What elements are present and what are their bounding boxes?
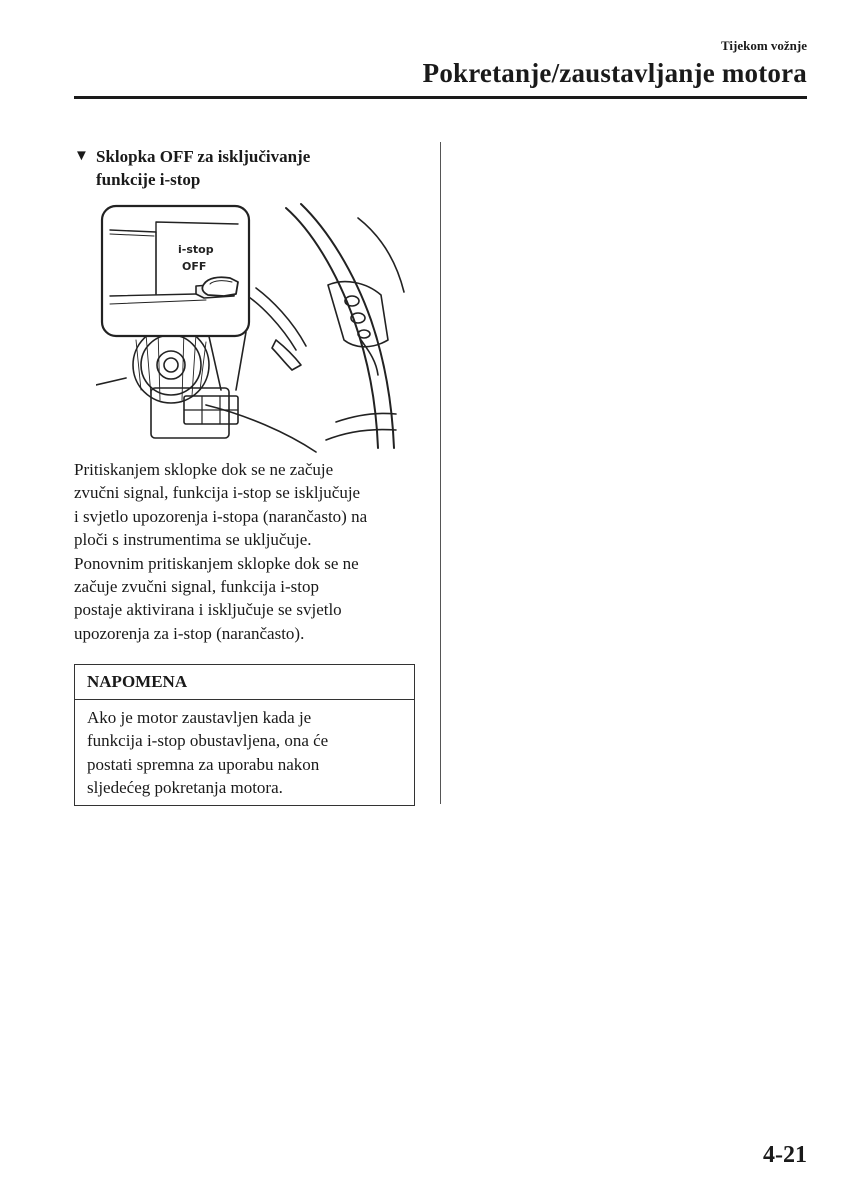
body-line: postaje aktivirana i isključuje se svjetlo xyxy=(74,600,342,620)
section-label: Tijekom vožnje xyxy=(720,38,807,53)
body-paragraph xyxy=(74,458,419,645)
body-line: začuje zvučni signal, funkcija i-stop xyxy=(74,577,319,597)
triangle-marker-icon: ▼ xyxy=(74,148,89,164)
note-line: sljedećeg pokretanja motora. xyxy=(87,778,283,798)
note-title: NAPOMENA xyxy=(75,665,414,700)
note-line: funkcija i-stop obustavljena, ona će xyxy=(87,731,329,751)
column-divider xyxy=(440,142,441,804)
body-line: Ponovnim pritiskanjem sklopke dok se ne xyxy=(74,553,359,573)
switch-label: i-stop xyxy=(178,243,214,256)
page-number: 4-21 xyxy=(763,1142,807,1168)
body-line: Pritiskanjem sklopke dok se ne začuje xyxy=(74,460,334,479)
body-line: zvučni signal, funkcija i-stop se isključuje xyxy=(74,483,361,503)
note-text xyxy=(75,700,414,800)
body-line: i svjetlo upozorenja i-stopa (narančasto) na xyxy=(74,506,368,526)
title-rule xyxy=(74,96,807,99)
istop-switch-illustration xyxy=(96,200,421,455)
note-box xyxy=(74,664,415,806)
note-line: postati spremna za uporabu nakon xyxy=(87,754,320,774)
switch-label: OFF xyxy=(182,260,207,273)
body-line: upozorenja za i-stop (narančasto). xyxy=(74,623,305,643)
body-line: ploči s instrumentima se uključuje. xyxy=(74,530,312,550)
note-line: Ako je motor zaustavljen kada je xyxy=(87,708,312,727)
page-title: Pokretanje/zaustavljanje motora xyxy=(422,58,807,88)
subsection-heading-line: funkcije i-stop xyxy=(96,170,201,189)
subsection-heading-line: Sklopka OFF za isključivanje xyxy=(96,147,311,166)
subsection-heading xyxy=(74,145,414,191)
